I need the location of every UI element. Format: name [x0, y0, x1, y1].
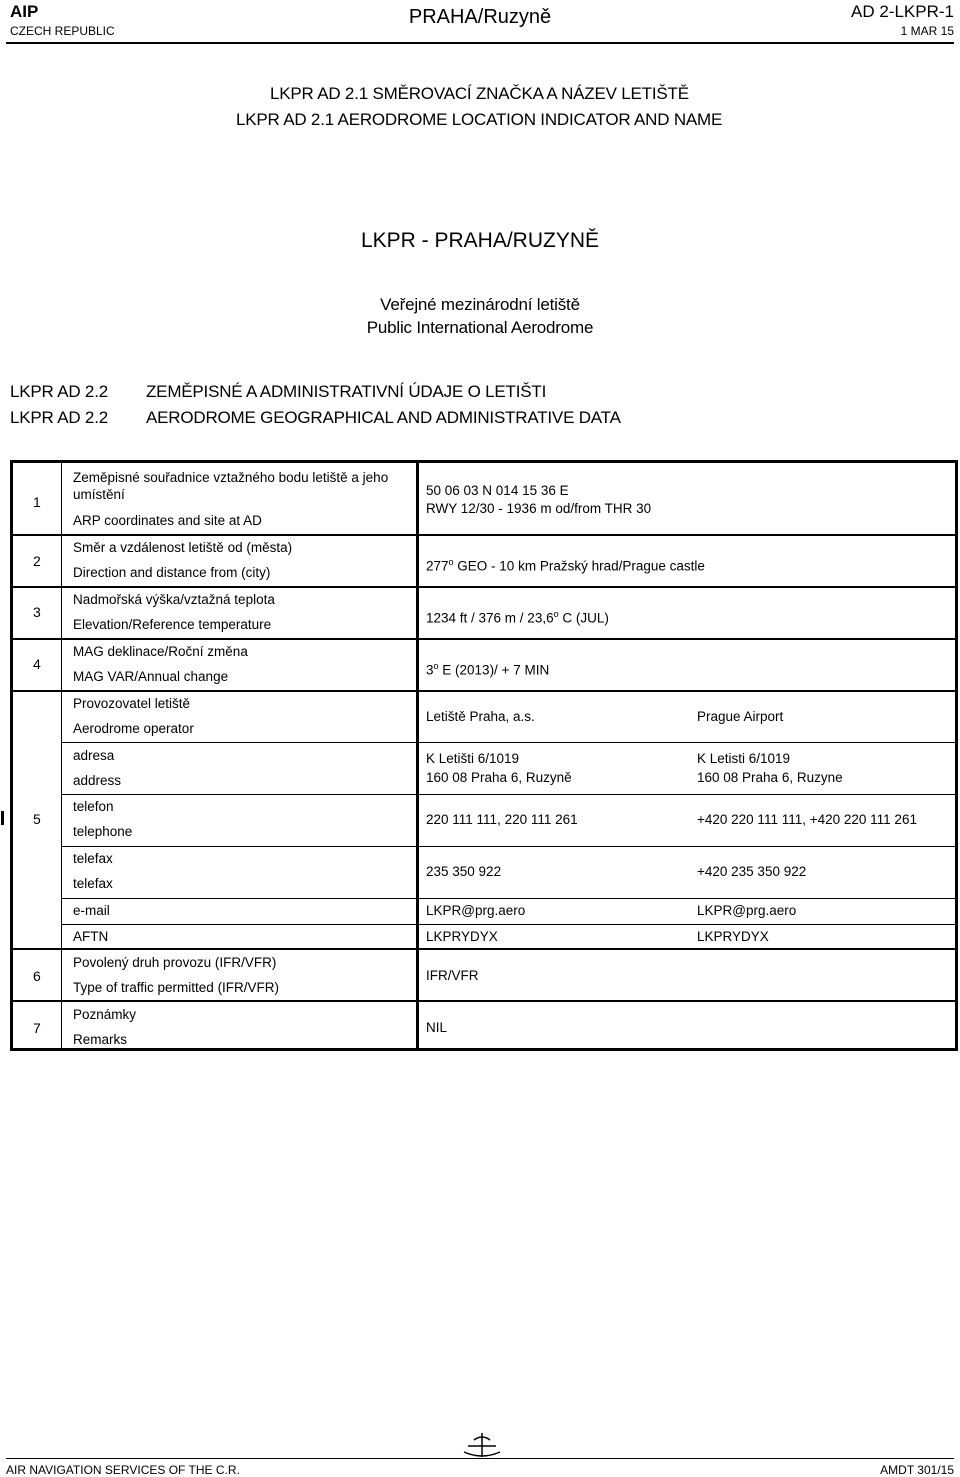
mag-var-value: [426, 658, 549, 679]
aftn-value-en: LKPRYDYX: [697, 929, 769, 944]
row-label-en: Direction and distance from (city): [73, 565, 271, 580]
section-22-title-cz: ZEMĚPISNÉ A ADMINISTRATIVNÍ ÚDAJE O LETIŠTI: [146, 382, 547, 401]
arp-coordinates: 50 06 03 N 014 15 36 E: [426, 483, 569, 498]
address-label-cz: adresa: [73, 748, 115, 763]
change-bar: [1, 811, 4, 825]
row-number: 7: [33, 1020, 41, 1036]
operator-label-cz: Provozovatel letiště: [73, 696, 191, 711]
aerodrome-name: LKPR - PRAHA/RUZYNĚ: [360, 229, 600, 252]
footer-divider: [6, 1458, 954, 1459]
row-label-en: Elevation/Reference temperature: [73, 617, 272, 632]
value-text: E (2013)/ + 7 MIN: [438, 662, 550, 678]
aftn-label: AFTN: [73, 929, 109, 944]
page-reference: AD 2-LKPR-1: [851, 2, 954, 21]
aerodrome-data-table: [10, 460, 958, 1051]
telephone-value-en: +420 220 111 111, +420 220 111 261: [697, 812, 917, 827]
row-label-cz: Nadmořská výška/vztažná teplota: [73, 592, 275, 607]
address-label-en: address: [73, 773, 122, 788]
row-label-cz: Zeměpisné souřadnice vztažného bodu letiště a jeho: [73, 470, 389, 485]
telephone-label-en: telephone: [73, 824, 133, 839]
row-divider: [13, 948, 955, 950]
operator-label-en: Aerodrome operator: [73, 721, 194, 736]
row-subdivider: [61, 898, 955, 899]
email-value-en: LKPR@prg.aero: [697, 903, 797, 918]
row-number: 6: [33, 968, 41, 984]
email-label: e-mail: [73, 903, 110, 918]
degree-sign: o: [448, 557, 454, 567]
degree-sign: o: [553, 609, 559, 619]
section-22-ref-cz: LKPR AD 2.2: [10, 382, 108, 401]
row-label-en: Type of traffic permitted (IFR/VFR): [73, 980, 280, 995]
col-divider-num: [61, 463, 62, 1048]
row-label-cz: Poznámky: [73, 1007, 137, 1022]
row-divider: [13, 1000, 955, 1002]
row-number: 1: [33, 494, 41, 510]
row-label-cz: MAG deklinace/Roční změna: [73, 644, 248, 659]
aerodrome-type-cz: Veřejné mezinárodní letiště: [380, 295, 580, 314]
telephone-label-cz: telefon: [73, 799, 114, 814]
section-22-ref-en: LKPR AD 2.2: [10, 408, 108, 427]
address-en-line2: 160 08 Praha 6, Ruzyne: [697, 770, 843, 785]
aip-label: AIP: [10, 2, 39, 21]
row-number: 2: [33, 553, 41, 569]
row-subdivider: [61, 924, 955, 925]
section-21-title-cz: LKPR AD 2.1 SMĚROVACÍ ZNAČKA A NÁZEV LETIŠTĚ: [270, 84, 689, 103]
telefax-label-cz: telefax: [73, 851, 113, 866]
row-subdivider: [61, 846, 955, 847]
value-text: 1234 ft / 376 m / 23,6: [426, 610, 554, 626]
row-subdivider: [61, 742, 955, 743]
row-divider: [13, 638, 955, 640]
row-divider: [13, 534, 955, 536]
row-label-en: ARP coordinates and site at AD: [73, 513, 262, 528]
degree-sign: o: [433, 661, 439, 671]
address-cz-line2: 160 08 Praha 6, Ruzyně: [426, 770, 572, 785]
arp-site: RWY 12/30 - 1936 m od/from THR 30: [426, 501, 652, 516]
effective-date: 1 MAR 15: [900, 24, 954, 38]
row-label-cz: Povolený druh provozu (IFR/VFR): [73, 955, 277, 970]
traffic-type-value: IFR/VFR: [426, 968, 479, 983]
row-label-cz: umístění: [73, 487, 125, 502]
value-text: 3: [426, 662, 434, 678]
row-label-en: MAG VAR/Annual change: [73, 669, 229, 684]
address-en-line1: K Letisti 6/1019: [697, 751, 791, 766]
value-text: GEO - 10 km Pražský hrad/Prague castle: [453, 558, 705, 574]
aftn-value-cz: LKPRYDYX: [426, 929, 498, 944]
row-divider: [13, 690, 955, 692]
email-value-cz: LKPR@prg.aero: [426, 903, 526, 918]
row-subdivider: [61, 794, 955, 795]
remarks-value: NIL: [426, 1020, 448, 1035]
telephone-value-cz: 220 111 111, 220 111 261: [426, 812, 578, 827]
header-divider: [6, 42, 954, 44]
publisher-name: AIR NAVIGATION SERVICES OF THE C.R.: [6, 1463, 240, 1477]
aerodrome-type-en: Public International Aerodrome: [366, 318, 594, 337]
row-number: 3: [33, 604, 41, 620]
value-text: C (JUL): [558, 610, 609, 626]
row-divider: [13, 586, 955, 588]
row-label-cz: Směr a vzdálenost letiště od (města): [73, 540, 293, 555]
country-label: CZECH REPUBLIC: [10, 24, 115, 38]
row-label-en: Remarks: [73, 1032, 128, 1047]
direction-distance-value: [426, 554, 705, 575]
telefax-label-en: telefax: [73, 876, 113, 891]
telefax-value-cz: 235 350 922: [426, 864, 502, 879]
address-cz-line1: K Letišti 6/1019: [426, 751, 520, 766]
telefax-value-en: +420 235 350 922: [697, 864, 807, 879]
row-number: 4: [33, 656, 41, 672]
page-title: PRAHA/Ruzyně: [408, 6, 552, 28]
operator-name-cz: Letiště Praha, a.s.: [426, 709, 535, 724]
elevation-value: [426, 606, 609, 627]
amendment-number: AMDT 301/15: [880, 1463, 954, 1477]
col-divider-value: [416, 463, 419, 1048]
section-21-title-en: LKPR AD 2.1 AERODROME LOCATION INDICATOR AND NAME: [236, 110, 723, 129]
operator-name-en: Prague Airport: [697, 709, 784, 724]
row-number: 5: [33, 811, 41, 827]
section-22-title-en: AERODROME GEOGRAPHICAL AND ADMINISTRATIVE DATA: [146, 408, 621, 427]
value-text: 277: [426, 558, 449, 574]
